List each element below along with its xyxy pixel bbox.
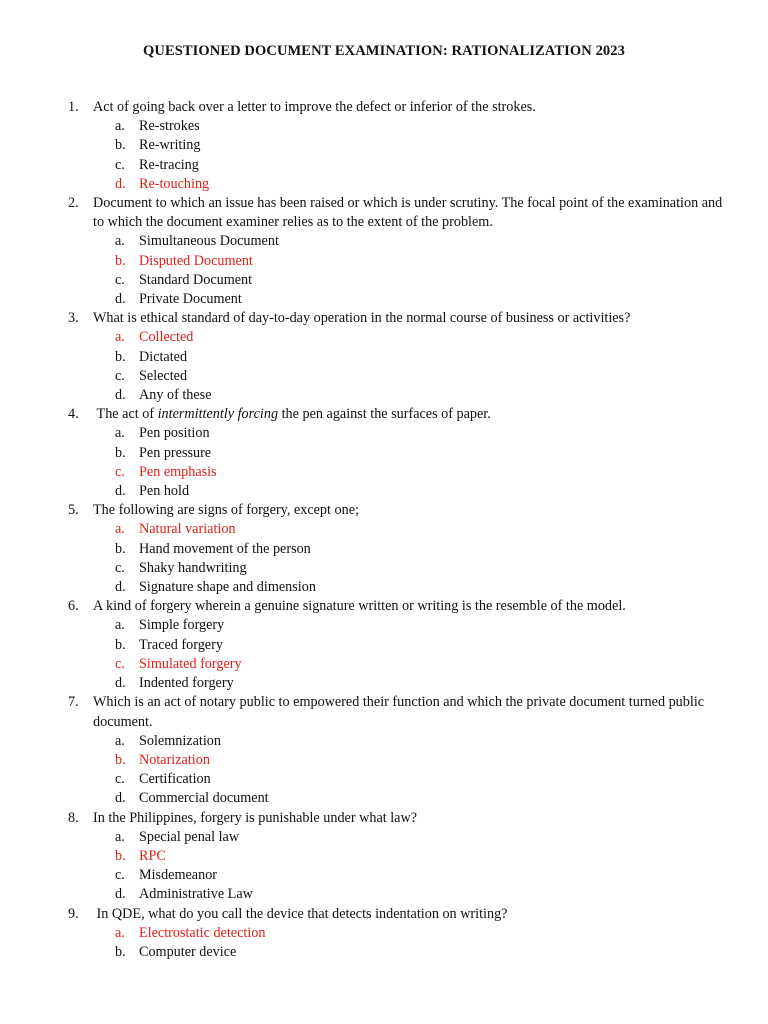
option-text: Any of these xyxy=(139,387,212,404)
option-list xyxy=(93,117,728,194)
option-letter: c. xyxy=(115,367,125,384)
question-text: In the Philippines, forgery is punishable under what law? xyxy=(93,809,418,826)
option-letter: d. xyxy=(115,291,126,308)
option-item xyxy=(93,885,728,904)
option-text: Private Document xyxy=(139,291,242,308)
option-letter: c. xyxy=(115,156,125,173)
option-item-answer xyxy=(93,175,728,194)
option-text: Pen position xyxy=(139,425,210,442)
question-number: 9. xyxy=(68,905,79,922)
option-text: Re-touching xyxy=(139,175,210,192)
question-number: 5. xyxy=(68,502,79,519)
option-letter: b. xyxy=(115,943,126,960)
question-number: 3. xyxy=(68,310,79,327)
option-item xyxy=(93,828,728,847)
question-text: Document to which an issue has been raised or which is under scrutiny. The focal point of the examination and to which the document examiner relies as to the extent of the problem. xyxy=(93,195,726,231)
option-letter: b. xyxy=(115,636,126,653)
option-item-answer xyxy=(93,328,728,347)
option-item xyxy=(93,770,728,789)
option-text: Simultaneous Document xyxy=(139,233,279,250)
option-text: Pen pressure xyxy=(139,444,212,461)
option-item xyxy=(93,636,728,655)
option-list xyxy=(93,924,728,962)
option-letter: c. xyxy=(115,559,125,576)
question-text: Which is an act of notary public to empowered their function and which the private document turned public document. xyxy=(93,694,708,730)
question-item xyxy=(68,309,728,405)
option-list xyxy=(93,828,728,905)
option-item xyxy=(93,943,728,962)
option-list xyxy=(93,732,728,809)
question-number: 8. xyxy=(68,809,79,826)
option-item-answer xyxy=(93,655,728,674)
option-item xyxy=(93,578,728,597)
option-letter: d. xyxy=(115,790,126,807)
question-item xyxy=(68,905,728,963)
option-item xyxy=(93,559,728,578)
option-item xyxy=(93,290,728,309)
option-item-answer xyxy=(93,751,728,770)
option-text: Electrostatic detection xyxy=(139,924,266,941)
option-letter: c. xyxy=(115,867,125,884)
option-item-answer xyxy=(93,463,728,482)
question-item xyxy=(68,501,728,597)
question-text-part: the pen against the surfaces of paper. xyxy=(278,406,491,423)
option-text: Computer device xyxy=(139,943,237,960)
option-text: Pen emphasis xyxy=(139,463,217,480)
option-text: Dictated xyxy=(139,348,188,365)
option-letter: a. xyxy=(115,924,125,941)
option-text: Simulated forgery xyxy=(139,655,242,672)
option-text: Disputed Document xyxy=(139,252,253,269)
option-letter: a. xyxy=(115,732,125,749)
option-item xyxy=(93,732,728,751)
option-item-answer xyxy=(93,252,728,271)
option-letter: a. xyxy=(115,521,125,538)
option-letter: b. xyxy=(115,348,126,365)
option-letter: c. xyxy=(115,655,125,672)
option-list xyxy=(93,520,728,597)
option-text: Notarization xyxy=(139,751,210,768)
question-text: In QDE, what do you call the device that detects indentation on writing? xyxy=(93,905,508,922)
option-text: RPC xyxy=(139,847,166,864)
option-text: Pen hold xyxy=(139,483,190,500)
option-item xyxy=(93,367,728,386)
option-text: Solemnization xyxy=(139,732,221,749)
option-letter: a. xyxy=(115,233,125,250)
question-text: Act of going back over a letter to improve the defect or inferior of the strokes. xyxy=(93,99,536,115)
option-text: Special penal law xyxy=(139,828,240,845)
option-text: Re-strokes xyxy=(139,118,200,135)
option-letter: b. xyxy=(115,444,126,461)
option-item-answer xyxy=(93,520,728,539)
option-text: Collected xyxy=(139,329,194,346)
option-text: Simple forgery xyxy=(139,617,225,634)
question-number: 7. xyxy=(68,694,79,711)
option-text: Standard Document xyxy=(139,271,253,288)
option-item xyxy=(93,271,728,290)
option-item xyxy=(93,386,728,405)
page-title: QUESTIONED DOCUMENT EXAMINATION: RATIONALIZATION 2023 xyxy=(143,43,625,59)
option-letter: d. xyxy=(115,387,126,404)
option-list xyxy=(93,616,728,693)
option-item xyxy=(93,444,728,463)
option-letter: b. xyxy=(115,252,126,269)
option-text: Misdemeanor xyxy=(139,867,218,884)
option-text: Indented forgery xyxy=(139,675,234,692)
option-letter: d. xyxy=(115,886,126,903)
option-item xyxy=(93,136,728,155)
option-text: Certification xyxy=(139,771,211,788)
option-letter: a. xyxy=(115,617,125,634)
option-item-answer xyxy=(93,924,728,943)
option-letter: b. xyxy=(115,847,126,864)
option-text: Signature shape and dimension xyxy=(139,579,316,596)
option-item xyxy=(93,789,728,808)
option-letter: a. xyxy=(115,118,125,135)
question-text: The following are signs of forgery, except one; xyxy=(93,502,359,519)
option-item xyxy=(93,117,728,136)
question-item xyxy=(68,405,728,501)
question-number: 4. xyxy=(68,406,79,423)
option-letter: d. xyxy=(115,175,126,192)
question-item xyxy=(68,194,728,309)
option-text: Re-tracing xyxy=(139,156,199,173)
option-letter: d. xyxy=(115,579,126,596)
option-letter: a. xyxy=(115,425,125,442)
option-item xyxy=(93,616,728,635)
question-text: A kind of forgery wherein a genuine signature written or writing is the resemble of the model. xyxy=(93,598,626,615)
option-item xyxy=(93,348,728,367)
question-text xyxy=(93,405,728,424)
option-text: Administrative Law xyxy=(139,886,253,903)
question-number: 1. xyxy=(68,99,79,115)
option-letter: d. xyxy=(115,675,126,692)
option-letter: b. xyxy=(115,137,126,154)
option-list xyxy=(93,232,728,309)
option-text: Selected xyxy=(139,367,188,384)
option-item-answer xyxy=(93,847,728,866)
option-list xyxy=(93,328,728,405)
option-item xyxy=(93,156,728,175)
option-text: Commercial document xyxy=(139,790,269,807)
option-letter: c. xyxy=(115,463,125,480)
option-letter: c. xyxy=(115,771,125,788)
option-text: Traced forgery xyxy=(139,636,223,653)
question-text-part: The act of xyxy=(93,406,158,423)
question-item xyxy=(68,597,728,693)
option-item xyxy=(93,540,728,559)
option-letter: a. xyxy=(115,329,125,346)
option-list xyxy=(93,424,728,501)
option-item xyxy=(93,232,728,251)
option-letter: c. xyxy=(115,271,125,288)
option-text: Hand movement of the person xyxy=(139,540,311,557)
option-text: Re-writing xyxy=(139,137,201,154)
option-letter: b. xyxy=(115,540,126,557)
option-item xyxy=(93,424,728,443)
question-number: 6. xyxy=(68,598,79,615)
question-item xyxy=(68,693,728,808)
question-text-emphasis: intermittently forcing xyxy=(157,406,279,423)
option-text: Natural variation xyxy=(139,521,236,538)
question-item xyxy=(68,809,728,905)
question-number: 2. xyxy=(68,195,79,212)
question-item xyxy=(68,98,728,194)
option-item xyxy=(93,674,728,693)
option-letter: b. xyxy=(115,751,126,768)
option-item xyxy=(93,866,728,885)
question-text: What is ethical standard of day-to-day operation in the normal course of business or activities? xyxy=(93,310,631,327)
option-item xyxy=(93,482,728,501)
option-text: Shaky handwriting xyxy=(139,559,247,576)
option-letter: d. xyxy=(115,483,126,500)
option-letter: a. xyxy=(115,828,125,845)
question-list xyxy=(68,98,728,962)
